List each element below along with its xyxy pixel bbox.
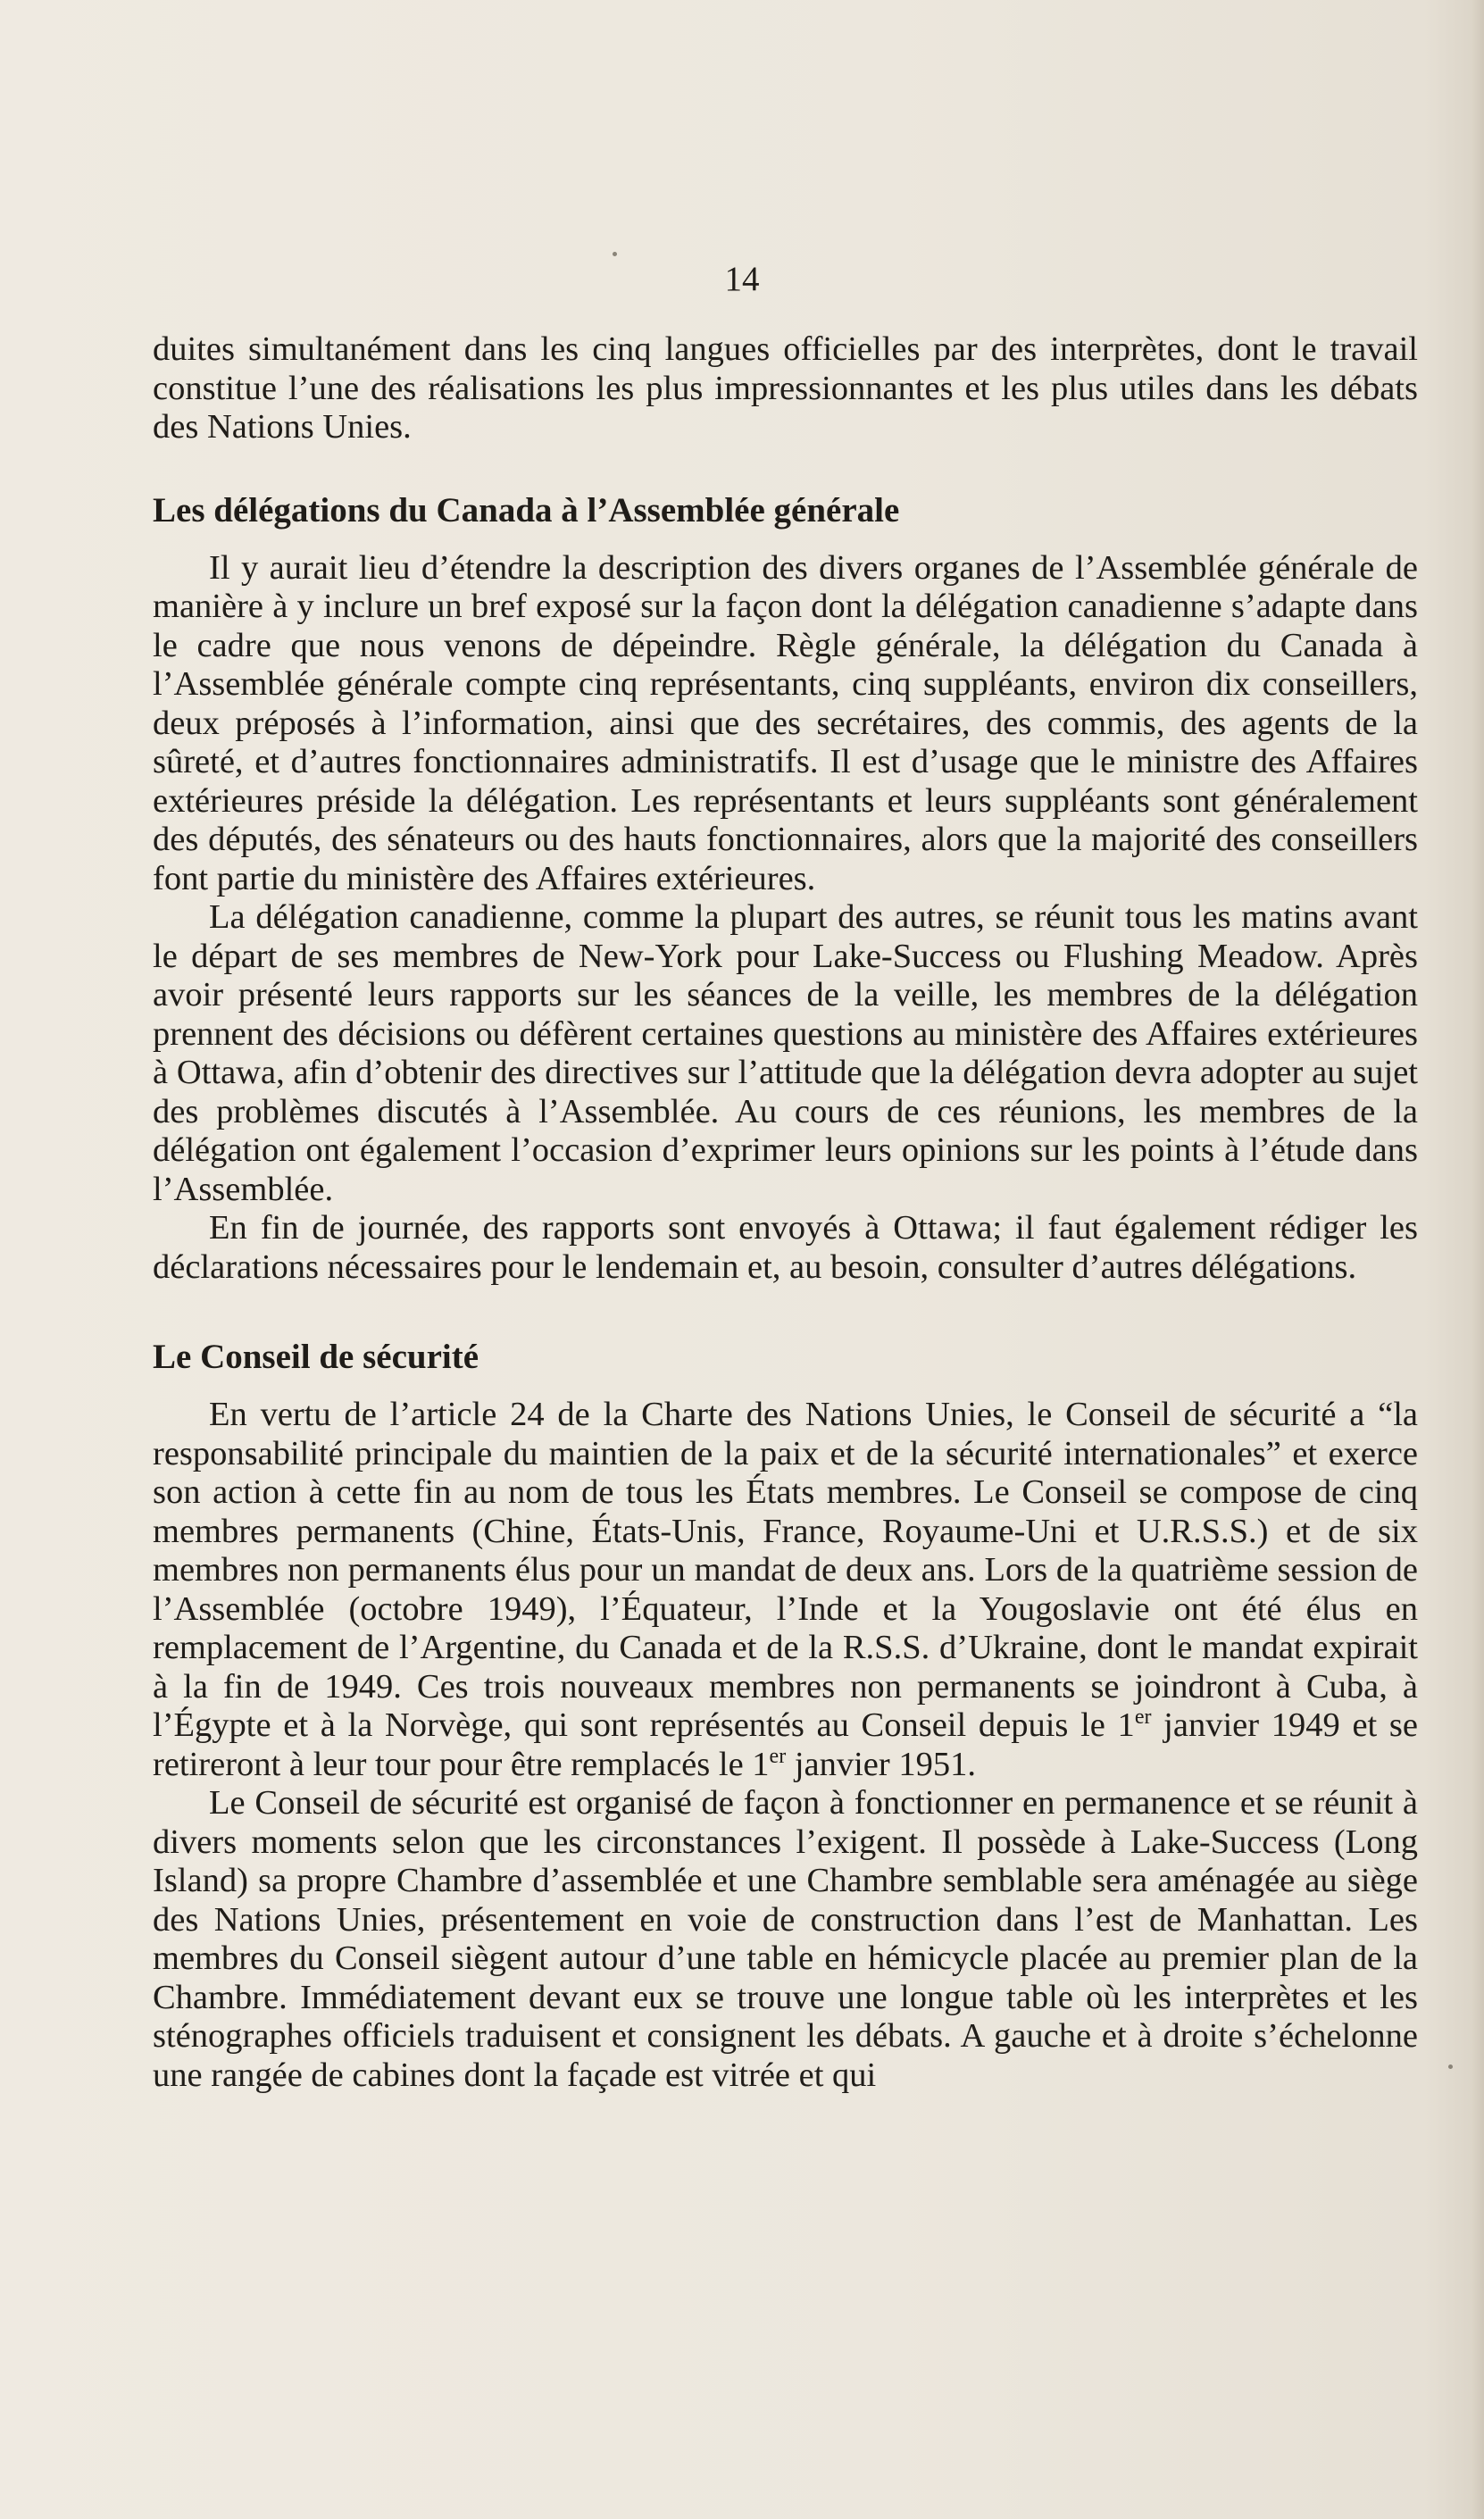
superscript: er	[1134, 1706, 1152, 1729]
paragraph-delegation-meetings: La délégation canadienne, comme la plupart des autres, se réunit tous les matins avant le départ de ses membres de New-York pour Lake-Success ou Flushing Meadow. Après avoir présenté leurs rapports sur les séances de la veille, les membres de la délégation prennent des décisions ou défèrent certaines questions au ministère des Affaires extérieures à Ottawa, afin d’obtenir des directives sur l’attitude que la délégation devra adopter au sujet des problèmes discutés à l’Assemblée. Au cours de ces réunions, les membres de la délégation ont également l’occasion d’exprimer leurs opinions sur les points à l’étude dans l’Assemblée.	[153, 898, 1418, 1208]
paragraph-text: En vertu de l’article 24 de la Charte des Nations Unies, le Conseil de sécurité a “la responsabilité principale du maintien de la paix et de la sécurité internationales” et exerce son action à cette fin au nom de tous les États membres. Le Conseil se compose de cinq membres permanents (Chine, États-Unis, France, Royaume-Uni et U.R.S.S.) et de six membres non permanents élus pour un mandat de deux ans. Lors de la quatrième session de l’Assemblée (octobre 1949), l’Équateur, l’Inde et la Yougoslavie ont été élus en remplacement de l’Argentine, du Canada et de la R.S.S. d’Ukraine, dont le mandat expirait à la fin de 1949. Ces trois nouveaux membres non permanents se joindront à Cuba, à l’Égypte et à la Norvège, qui sont représentés au Conseil depuis le 1	[153, 1396, 1418, 1744]
paragraph-charter-article-24	[153, 1396, 1418, 1784]
page-number: 14	[724, 260, 760, 298]
paragraph-text: janvier 1951.	[786, 1745, 976, 1783]
superscript: er	[769, 1744, 787, 1768]
section-heading-delegations: Les délégations du Canada à l’Assemblée générale	[153, 490, 900, 530]
page-edge	[1471, 0, 1484, 2519]
paragraph-end-of-day: En fin de journée, des rapports sont envoyés à Ottawa; il faut également rédiger les déclarations nécessaires pour le lendemain et, au besoin, consulter d’autres délégations.	[153, 1209, 1418, 1286]
paragraph-delegation-description: Il y aurait lieu d’étendre la description des divers organes de l’Assemblée générale de manière à y inclure un bref exposé sur la façon dont la délégation canadienne s’adapte dans le cadre que nous venons de dépeindre. Règle générale, la délégation du Canada à l’Assemblée générale compte cinq représentants, cinq suppléants, environ dix conseillers, deux préposés à l’information, ainsi que des secrétaires, des commis, des agents de la sûreté, et d’autres fonctionnaires administratifs. Il est d’usage que le ministre des Affaires extérieures préside la délégation. Les représentants et leurs suppléants sont généralement des députés, des sénateurs ou des hauts fonctionnaires, alors que la majorité des conseillers font partie du ministère des Affaires extérieures.	[153, 548, 1418, 897]
section-heading-security-council: Le Conseil de sécurité	[153, 1338, 479, 1376]
paragraph-text: janvier 1949 et se retireront à leur tour pour être remplacés le 1	[153, 1706, 1418, 1783]
paper-speck	[1448, 2064, 1453, 2069]
paragraph-council-organization: Le Conseil de sécurité est organisé de façon à fonctionner en permanence et se réunit à divers moments selon que les circonstances l’exigent. Il possède à Lake-Success (Long Island) sa propre Chambre d’assemblée et une Chambre semblable sera aménagée au siège des Nations Unies, présentement en voie de construction dans l’est de Manhattan. Les membres du Conseil siègent autour d’une table en hémicycle placée au premier plan de la Chambre. Immédiatement devant eux se trouve une longue table où les interprètes et les sténographes officiels traduisent et consignent les débats. A gauche et à droite s’échelonne une rangée de cabines dont la façade est vitrée et qui	[153, 1784, 1418, 2094]
paper-speck	[613, 252, 617, 256]
paragraph-continued: duites simultanément dans les cinq langues officielles par des interprètes, dont le travail constitue l’une des réalisations les plus impressionnantes et les plus utiles dans les débats des Nations Unies.	[153, 330, 1418, 446]
page-body	[153, 330, 1418, 2095]
